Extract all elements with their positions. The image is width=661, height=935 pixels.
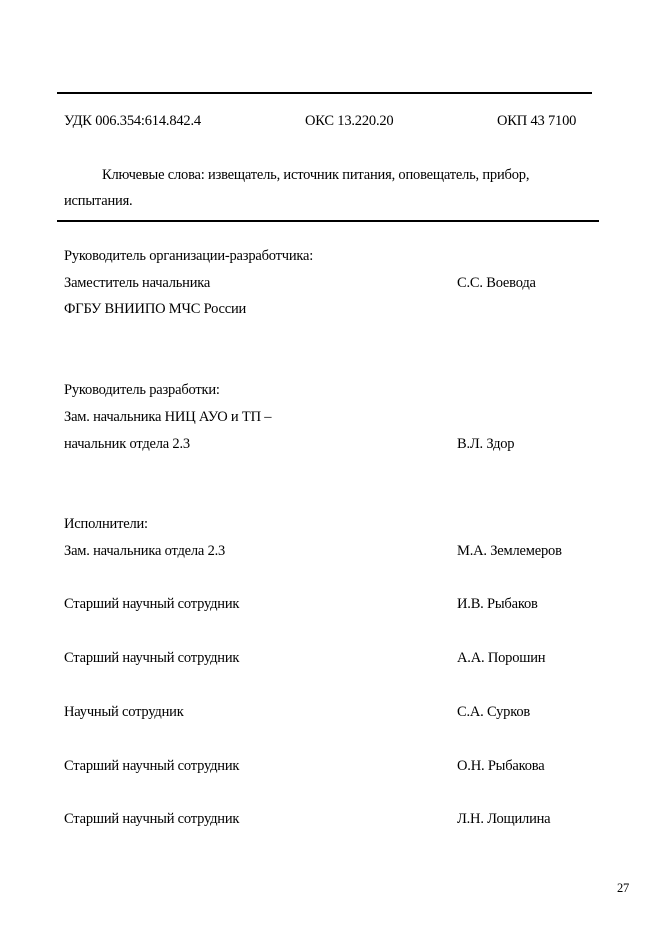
executor-name: И.В. Рыбаков bbox=[457, 596, 538, 612]
okp-code: ОКП 43 7100 bbox=[497, 113, 577, 129]
executor-name: С.А. Сурков bbox=[457, 704, 531, 720]
executor-name: А.А. Порошин bbox=[457, 650, 546, 666]
oks-code: ОКС 13.220.20 bbox=[305, 113, 394, 129]
page-number: 27 bbox=[617, 881, 630, 895]
executor-position: Научный сотрудник bbox=[64, 704, 184, 720]
top-rule bbox=[57, 92, 592, 94]
executor-position: Зам. начальника отдела 2.3 bbox=[64, 543, 226, 559]
udk-code: УДК 006.354:614.842.4 bbox=[64, 113, 201, 129]
executor-name: Л.Н. Лощилина bbox=[457, 811, 551, 827]
developer-head-name: С.С. Воевода bbox=[457, 275, 536, 291]
executor-position: Старший научный сотрудник bbox=[64, 811, 240, 827]
developer-head-position-1: Заместитель начальника bbox=[64, 275, 211, 291]
executors-heading: Исполнители: bbox=[64, 516, 148, 532]
executor-position: Старший научный сотрудник bbox=[64, 596, 240, 612]
development-lead-position-1: Зам. начальника НИЦ АУО и ТП – bbox=[64, 409, 272, 425]
developer-head-heading: Руководитель организации-разработчика: bbox=[64, 248, 314, 264]
executor-name: О.Н. Рыбакова bbox=[457, 758, 545, 774]
development-lead-heading: Руководитель разработки: bbox=[64, 382, 220, 398]
executor-position: Старший научный сотрудник bbox=[64, 650, 240, 666]
keywords-line-2: испытания. bbox=[64, 193, 133, 209]
development-lead-position-2: начальник отдела 2.3 bbox=[64, 436, 190, 452]
developer-head-position-2: ФГБУ ВНИИПО МЧС России bbox=[64, 301, 247, 317]
executor-name: М.А. Землемеров bbox=[457, 543, 562, 559]
keywords-rule bbox=[57, 220, 599, 222]
development-lead-name: В.Л. Здор bbox=[457, 436, 515, 452]
executor-position: Старший научный сотрудник bbox=[64, 758, 240, 774]
keywords-line-1: Ключевые слова: извещатель, источник питания, оповещатель, прибор, bbox=[102, 167, 530, 183]
